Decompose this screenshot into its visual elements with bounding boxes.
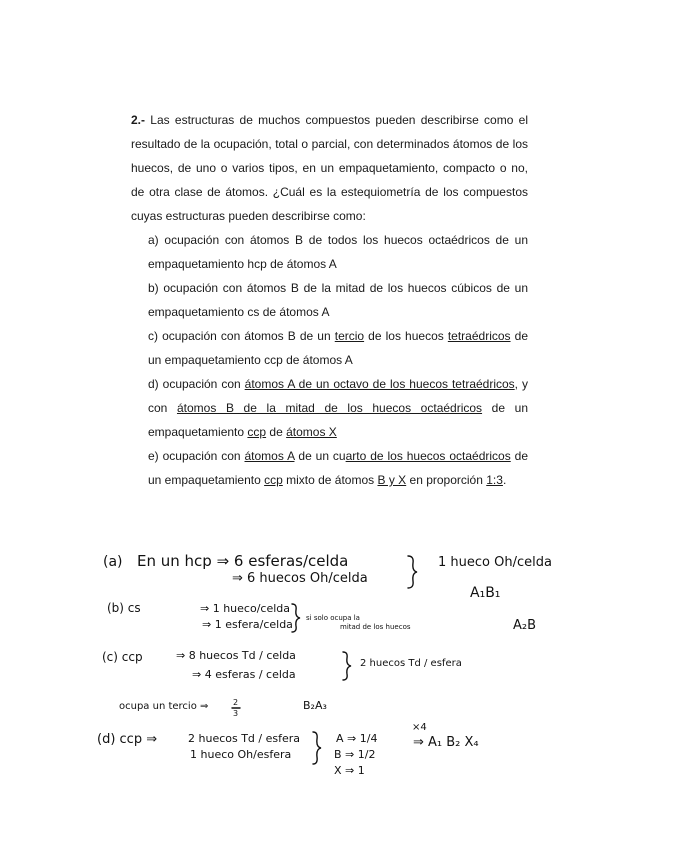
note-c-frac-num: 2	[233, 698, 239, 707]
item-d-text: d) ocupación con	[148, 377, 245, 391]
note-d-result: ⇒ A₁ B₂ X₄	[413, 735, 479, 750]
note-b-brace	[292, 604, 300, 632]
note-d-line1: 2 huecos Td / esfera	[188, 732, 301, 745]
note-a-brace	[408, 556, 417, 588]
item-e-text: .	[502, 473, 507, 487]
note-c-brace	[343, 652, 351, 680]
note-d-r3: X ⇒ 1	[334, 764, 365, 777]
item-e-underline-5: 1:3	[486, 473, 503, 487]
item-c-underline-1: tercio	[334, 329, 365, 343]
note-d-mult: ×4	[412, 722, 427, 733]
item-c-underline-2: tetraédricos	[447, 329, 511, 343]
item-d-underline-1: átomos A de un octavo de los huecos tetraédricos	[244, 377, 515, 391]
note-b-label: (b) cs	[107, 601, 141, 615]
item-b: b) ocupación con átomos B de la mitad de los huecos cúbicos de un empaquetamiento cs de átomos A	[148, 281, 528, 319]
note-c-frac-den: 3	[233, 709, 239, 718]
item-d-text: , y con	[148, 377, 528, 415]
item-c-text: de un empaquetamiento ccp de átomos A	[148, 329, 528, 367]
item-a: a) ocupación con átomos B de todos los huecos octaédricos de un empaquetamiento hcp de átomos A	[148, 233, 528, 271]
item-e-text: de un cu	[294, 449, 346, 463]
note-b-line1: ⇒ 1 hueco/celda	[200, 602, 290, 615]
note-b-line2: ⇒ 1 esfera/celda	[202, 618, 293, 631]
item-e-text: mixto de átomos	[282, 473, 378, 487]
note-b-side1: si solo ocupa la	[306, 614, 360, 622]
note-c-side: 2 huecos Td / esfera	[360, 658, 462, 669]
note-a-result: A₁B₁	[470, 585, 501, 601]
note-a-line2: ⇒ 6 huecos Oh/celda	[232, 571, 368, 586]
item-c-text: de los huecos	[364, 329, 448, 343]
item-e-text: e) ocupación con	[148, 449, 245, 463]
note-d-label: (d) ccp ⇒	[97, 732, 158, 747]
item-e-underline-4: B y X	[377, 473, 407, 487]
item-e-underline-1: átomos A	[244, 449, 295, 463]
note-c-extra: ocupa un tercio ⇒	[119, 701, 209, 712]
item-e-underline-2: arto de los huecos octaédricos	[345, 449, 511, 463]
note-c-line2: ⇒ 4 esferas / celda	[192, 668, 296, 681]
problem-intro-text: Las estructuras de muchos compuestos pueden describirse como el resultado de la ocupación, total o parcial, con determinados átomos de los huecos, de uno o varios tipos, en un empaquetamiento, compacto o no, de otra clase de átomos. ¿Cuál es la estequiometría de los compuestos cuyas estructuras pueden describirse como:	[131, 113, 528, 223]
note-a-side: 1 hueco Oh/celda	[438, 555, 552, 570]
note-a-label: (a)	[103, 554, 123, 570]
item-e-underline-3: ccp	[264, 473, 283, 487]
note-d-brace	[313, 732, 321, 764]
item-e-text: en proporción	[406, 473, 487, 487]
note-c-label: (c) ccp	[102, 650, 143, 664]
note-d-r2: B ⇒ 1/2	[334, 748, 376, 761]
note-b-result: A₂B	[513, 618, 537, 633]
note-a-line1: En un hcp ⇒ 6 esferas/celda	[137, 552, 349, 570]
item-d-text: de un empaquetamiento	[148, 401, 528, 439]
note-c-line1: ⇒ 8 huecos Td / celda	[176, 649, 296, 662]
item-d-underline-4: átomos X	[286, 425, 337, 439]
note-b-side2: mitad de los huecos	[340, 623, 411, 631]
item-d-text: de	[266, 425, 287, 439]
problem-number: 2.-	[131, 113, 146, 127]
item-e-text: de un empaquetamiento	[148, 449, 529, 487]
note-d-r1: A ⇒ 1/4	[336, 732, 378, 745]
item-d-underline-2: átomos B de la mitad de los huecos octaédricos	[176, 401, 483, 415]
item-d-underline-3: ccp	[247, 425, 267, 439]
note-d-line2: 1 hueco Oh/esfera	[190, 748, 292, 761]
note-c-extra-result: B₂A₃	[303, 699, 327, 712]
item-c-text: c) ocupación con átomos B de un	[148, 329, 335, 343]
